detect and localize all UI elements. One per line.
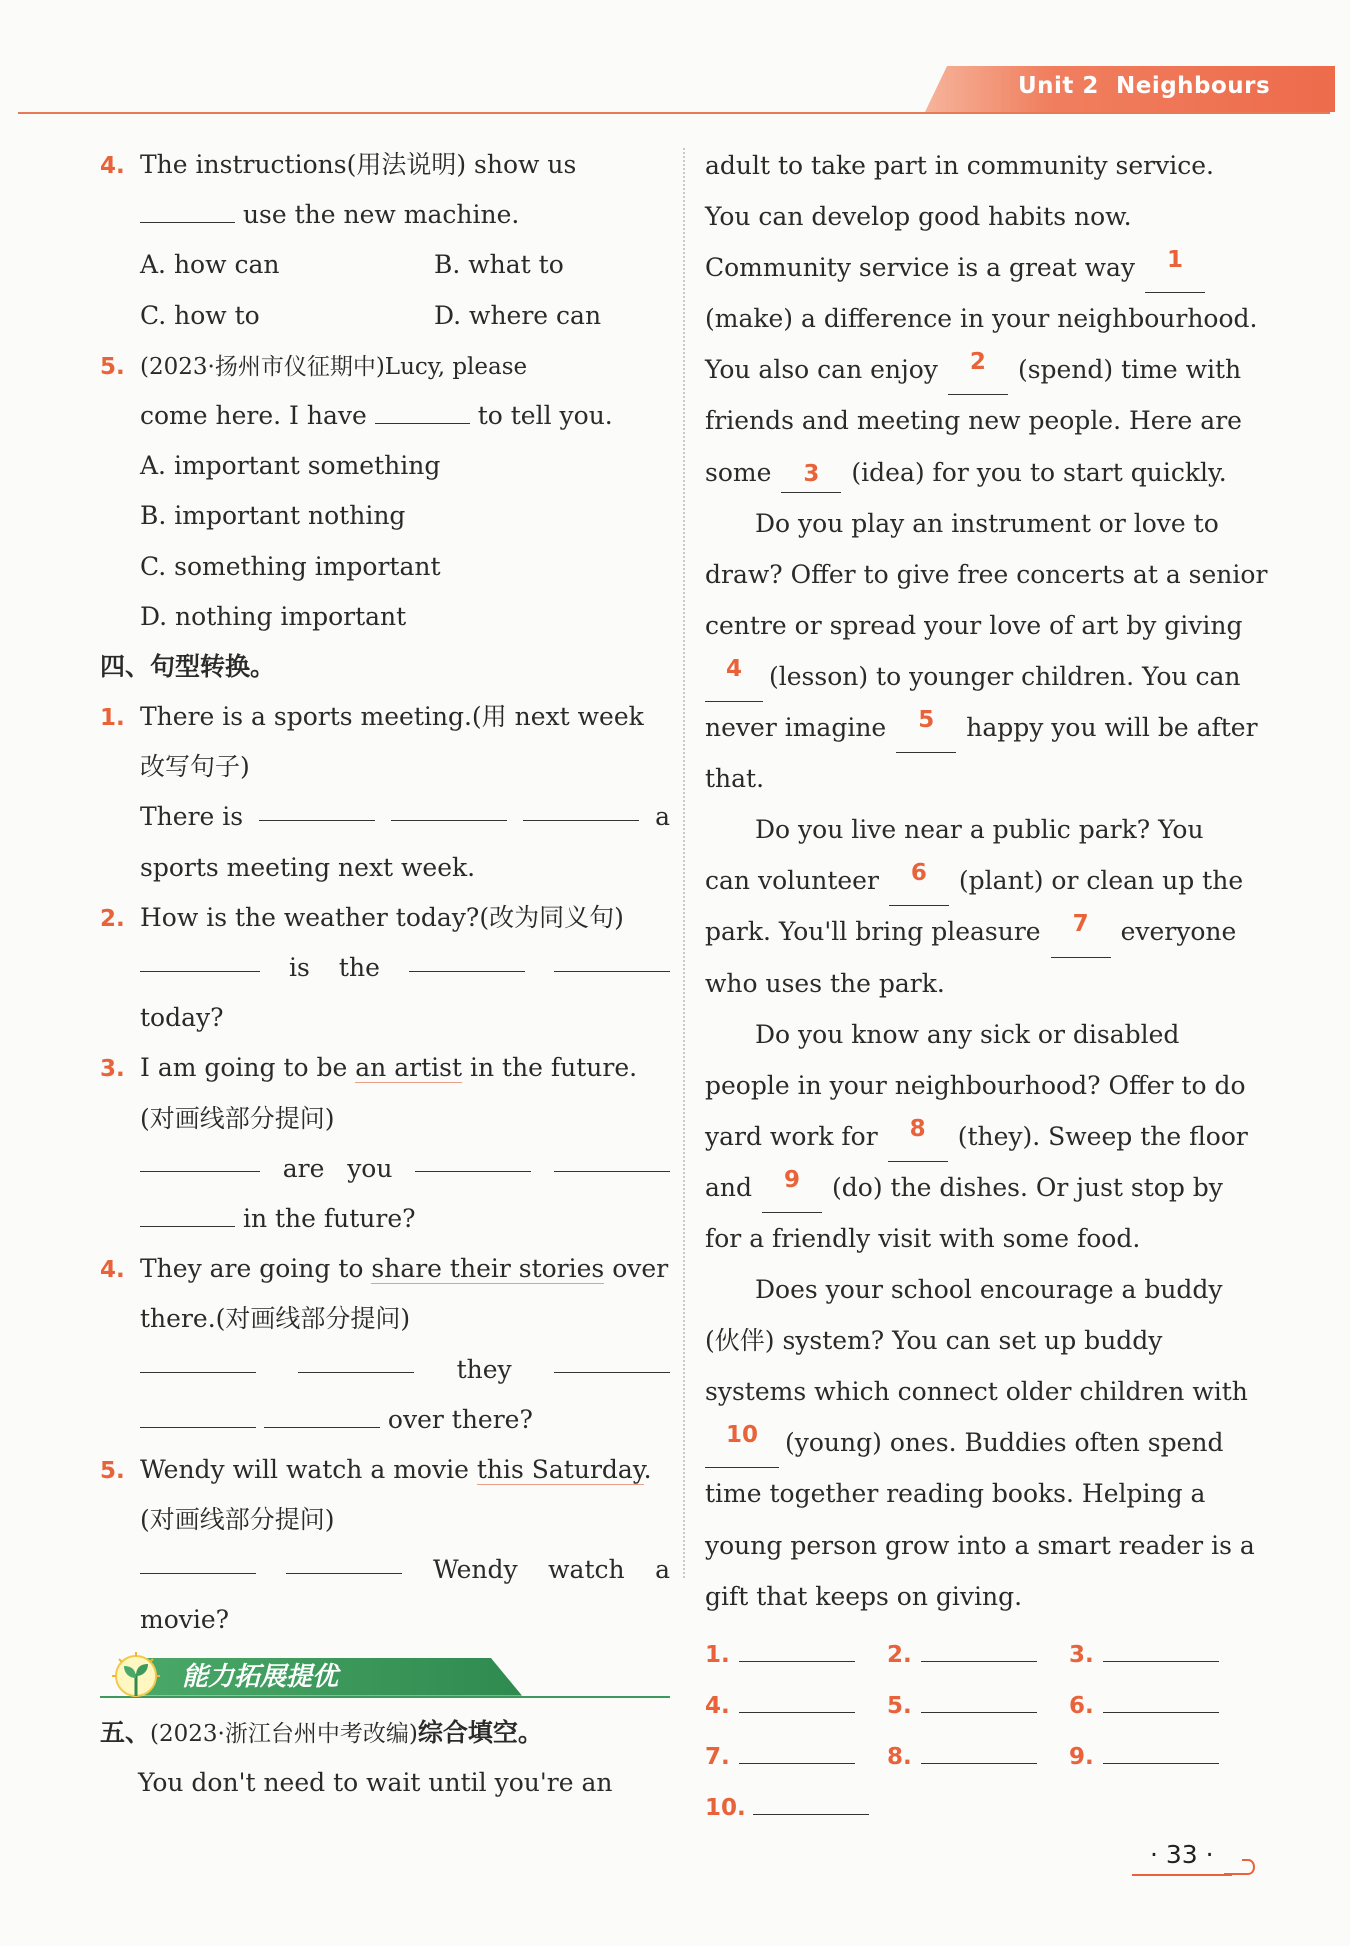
answer-number: 2. <box>887 1641 912 1668</box>
passage-line <box>705 702 1273 753</box>
answer-blank[interactable] <box>140 1198 235 1227</box>
passage-line <box>705 855 1273 906</box>
q5-line2 <box>100 391 670 441</box>
t5-pre: Wendy will watch a movie <box>140 1454 469 1484</box>
t5-word: watch <box>548 1555 625 1585</box>
passage-line: for a friendly visit with some food. <box>705 1223 1141 1253</box>
t1-answer-line2: sports meeting next week. <box>140 852 476 882</box>
t5-post: . <box>643 1454 652 1484</box>
passage-text: You also can enjoy <box>705 355 938 385</box>
passage-line: Do you live near a public park? You <box>755 815 1204 845</box>
header-rule <box>18 112 1330 114</box>
section-5-title <box>100 1708 670 1758</box>
answer-cell <box>887 1730 1069 1781</box>
t5-word: Wendy <box>432 1555 518 1585</box>
passage-line: (伙伴) system? You can set up buddy <box>705 1326 1163 1356</box>
answer-blank[interactable] <box>739 1735 855 1764</box>
answer-cell <box>705 1679 887 1730</box>
answer-cell <box>887 1679 1069 1730</box>
answer-blank-9[interactable]: 9 <box>762 1162 822 1213</box>
passage-line: friends and meeting new people. Here are <box>705 406 1242 436</box>
answer-blank[interactable] <box>523 792 639 821</box>
passage-line <box>705 1162 1273 1213</box>
t1-note: 改写句子) <box>140 752 250 782</box>
banner-title: 能力拓展提优 <box>182 1661 339 1692</box>
question-number: 3. <box>100 1056 125 1083</box>
passage-line <box>705 242 1273 293</box>
t4-answer-line2 <box>100 1395 670 1445</box>
answer-blank[interactable] <box>1103 1735 1219 1764</box>
option-b[interactable]: B. important nothing <box>140 501 406 531</box>
t3-answer-line <box>100 1144 670 1194</box>
sprout-icon <box>112 1652 160 1702</box>
section-5-source: (2023·浙江台州中考改编) <box>150 1720 418 1747</box>
q5-line2-b: to tell you. <box>477 400 613 430</box>
passage-line: You don't need to wait until you're an <box>138 1767 613 1797</box>
question-number: 4. <box>100 153 125 179</box>
answer-blank-10[interactable]: 10 <box>705 1417 779 1468</box>
column-divider <box>683 148 685 1578</box>
t4-post: over <box>612 1254 669 1284</box>
answer-blank[interactable] <box>140 1399 256 1428</box>
passage-line <box>705 447 1273 498</box>
answer-grid-row <box>705 1730 1273 1781</box>
answer-number: 6. <box>1069 1692 1094 1719</box>
passage-line: Do you know any sick or disabled <box>755 1019 1180 1049</box>
answer-cell <box>1069 1628 1251 1679</box>
passage-text: (they). Sweep the floor <box>957 1121 1248 1151</box>
answer-blank[interactable] <box>298 1345 414 1374</box>
question-number: 1. <box>100 705 125 732</box>
answer-blank[interactable] <box>753 1786 869 1815</box>
option-c[interactable]: C. something important <box>140 551 441 581</box>
t1-stem-text: There is a sports meeting.(用 next week <box>140 702 644 732</box>
answer-blank-1[interactable]: 1 <box>1145 242 1205 293</box>
passage-line: You can develop good habits now. <box>705 202 1132 232</box>
t4-word: they <box>456 1354 512 1384</box>
option-a[interactable]: A. how can <box>140 250 280 280</box>
answer-number: 9. <box>1069 1743 1094 1770</box>
page-number: · 33 · <box>1150 1840 1214 1869</box>
t4-stem <box>100 1244 670 1294</box>
answer-number: 1. <box>705 1641 730 1668</box>
q4-line2 <box>100 190 670 240</box>
question-number: 4. <box>100 1257 125 1284</box>
passage-line <box>705 1111 1273 1162</box>
passage-line: Does your school encourage a buddy <box>755 1275 1223 1305</box>
t5-word: a <box>655 1555 670 1585</box>
passage-text: never imagine <box>705 713 887 743</box>
passage-text: (lesson) to younger children. You can <box>769 661 1241 691</box>
question-number: 5. <box>100 353 125 380</box>
t4-tail: over there? <box>387 1404 533 1434</box>
t3-word: are <box>282 1153 325 1183</box>
question-number: 5. <box>100 1457 125 1484</box>
answer-blank[interactable] <box>375 395 470 424</box>
answer-blank[interactable] <box>554 943 670 972</box>
q4-stem-text: The instructions(用法说明) show us <box>140 150 577 179</box>
t3-tail: in the future? <box>242 1203 416 1233</box>
t3-word: you <box>347 1153 393 1183</box>
passage-text: (young) ones. Buddies often spend <box>785 1428 1224 1458</box>
passage-line <box>705 344 1273 395</box>
passage-line <box>705 906 1273 957</box>
answer-number: 7. <box>705 1743 730 1770</box>
t2-answer-line <box>100 943 670 993</box>
t4-pre: They are going to <box>140 1254 364 1284</box>
passage-text: can volunteer <box>705 866 879 896</box>
answer-blank[interactable] <box>921 1735 1037 1764</box>
passage-line: adult to take part in community service. <box>705 151 1214 180</box>
answer-blank-7[interactable]: 7 <box>1051 906 1111 957</box>
t2-answer-line2: today? <box>140 1003 224 1033</box>
t1-stem <box>100 692 670 742</box>
answer-blank[interactable] <box>921 1684 1037 1713</box>
t4-answer-line <box>100 1345 670 1395</box>
answer-blank[interactable] <box>921 1633 1037 1662</box>
answer-blank[interactable] <box>140 1144 260 1173</box>
t2-stem-text: How is the weather today?(改为同义句) <box>140 902 624 932</box>
t5-stem <box>100 1445 670 1495</box>
banner-rule <box>100 1696 670 1698</box>
answer-number: 3. <box>1069 1641 1094 1668</box>
page-curl-icon <box>1222 1852 1258 1876</box>
t2-stem <box>100 893 670 943</box>
answer-blank[interactable] <box>415 1144 531 1173</box>
passage-text: (idea) for you to start quickly. <box>851 457 1227 487</box>
q4-stem <box>100 140 670 190</box>
passage-text: Community service is a great way <box>705 253 1136 283</box>
option-d[interactable]: D. nothing important <box>140 601 407 631</box>
option-d[interactable]: D. where can <box>434 300 602 330</box>
t1-a: a <box>655 802 670 832</box>
passage-line <box>705 651 1273 702</box>
left-column <box>100 140 670 1808</box>
question-number: 2. <box>100 905 125 932</box>
answer-grid-row <box>705 1628 1273 1679</box>
t3-note: (对画线部分提问) <box>140 1103 335 1133</box>
passage-line <box>705 1417 1273 1468</box>
passage-text: happy you will be after <box>966 713 1258 743</box>
answer-cell <box>705 1781 887 1832</box>
answer-blank[interactable] <box>554 1144 670 1173</box>
unit-title <box>1018 73 1270 99</box>
answer-number: 8. <box>887 1743 912 1770</box>
passage-text: (do) the dishes. Or just stop by <box>832 1172 1223 1202</box>
answer-blank[interactable] <box>140 1545 256 1574</box>
t3-stem <box>100 1043 670 1093</box>
passage-line: Do you play an instrument or love to <box>755 508 1219 538</box>
answer-blank[interactable] <box>391 792 507 821</box>
passage-line: (make) a difference in your neighbourhood. <box>705 304 1258 334</box>
t3-pre: I am going to be <box>140 1053 348 1083</box>
answer-number: 4. <box>705 1692 730 1719</box>
q4-options-row2 <box>100 291 670 341</box>
answer-blank-6[interactable]: 6 <box>889 855 949 906</box>
passage-line: draw? Offer to give free concerts at a senior <box>705 559 1268 589</box>
t2-word: the <box>338 953 380 982</box>
passage-line: who uses the park. <box>705 968 945 998</box>
t3-post: in the future. <box>469 1053 638 1083</box>
passage-text: yard work for <box>705 1121 878 1151</box>
answer-number: 5. <box>887 1692 912 1719</box>
answer-cell <box>705 1628 887 1679</box>
unit-label: Unit 2 <box>1018 73 1099 99</box>
answer-number: 10. <box>705 1794 746 1821</box>
answer-cell <box>887 1628 1069 1679</box>
passage-line: people in your neighbourhood? Offer to do <box>705 1070 1246 1100</box>
answer-blank[interactable] <box>739 1633 855 1662</box>
t1-answer-line <box>100 792 670 842</box>
answer-blank[interactable] <box>554 1345 670 1374</box>
answer-blank[interactable] <box>286 1545 402 1574</box>
answer-blank-2[interactable]: 2 <box>948 344 1008 395</box>
option-a[interactable]: A. important something <box>140 451 441 481</box>
passage-line: young person grow into a smart reader is a <box>705 1530 1255 1560</box>
section-5-label: 综合填空。 <box>417 1717 543 1747</box>
passage-text: (spend) time with <box>1017 355 1242 385</box>
option-c[interactable]: C. how to <box>140 300 260 330</box>
t3-answer-line2 <box>100 1194 670 1244</box>
passage-text: everyone <box>1120 917 1237 947</box>
passage-line: time together reading books. Helping a <box>705 1479 1206 1509</box>
underlined-phrase: this Saturday <box>476 1454 644 1484</box>
answer-blank[interactable] <box>140 195 235 224</box>
answer-blank-5[interactable]: 5 <box>896 702 956 753</box>
unit-name: Neighbours <box>1115 73 1271 99</box>
passage-line: that. <box>705 764 765 794</box>
q5-stem-text: (2023·扬州市仪征期中)Lucy, please <box>140 353 528 380</box>
answer-blank[interactable] <box>1103 1633 1219 1662</box>
answer-grid-row <box>705 1781 1273 1832</box>
t2-word: is <box>289 953 310 982</box>
answer-grid <box>705 1628 1273 1832</box>
t5-note: (对画线部分提问) <box>140 1505 335 1535</box>
page-number-rule <box>1132 1874 1232 1876</box>
passage-text: park. You'll bring pleasure <box>705 917 1041 947</box>
t5-answer-line <box>100 1545 670 1595</box>
answer-blank-8[interactable]: 8 <box>888 1111 948 1162</box>
answer-cell <box>705 1730 887 1781</box>
answer-blank[interactable] <box>1103 1684 1219 1713</box>
option-b[interactable]: B. what to <box>434 250 564 280</box>
passage-text: some <box>705 457 772 487</box>
answer-blank[interactable] <box>140 1345 256 1374</box>
answer-blank-3[interactable]: 3 <box>781 456 841 493</box>
answer-blank[interactable] <box>739 1684 855 1713</box>
passage-line: systems which connect older children with <box>705 1377 1248 1407</box>
t1-lead: There is <box>140 802 244 832</box>
underlined-phrase: share their stories <box>371 1254 605 1284</box>
answer-blank[interactable] <box>264 1399 380 1428</box>
q4-line2-text: use the new machine. <box>242 200 520 230</box>
answer-blank[interactable] <box>259 792 375 821</box>
section-banner <box>100 1650 670 1708</box>
q4-options-row1 <box>100 240 670 290</box>
passage-text: (plant) or clean up the <box>958 866 1244 896</box>
section-5-num: 五、 <box>100 1717 151 1747</box>
answer-cell <box>1069 1679 1251 1730</box>
passage-text: and <box>705 1172 753 1202</box>
q5-line2-a: come here. I have <box>140 400 367 430</box>
answer-grid-row <box>705 1679 1273 1730</box>
passage-line: gift that keeps on giving. <box>705 1581 1023 1611</box>
section-4-title: 四、句型转换。 <box>100 651 276 681</box>
answer-blank[interactable] <box>140 943 260 972</box>
answer-cell <box>1069 1730 1251 1781</box>
underlined-phrase: an artist <box>355 1053 463 1083</box>
t4-line2: there.(对画线部分提问) <box>140 1304 411 1334</box>
right-column <box>705 140 1273 1832</box>
answer-blank-4[interactable]: 4 <box>705 651 763 702</box>
q5-stem <box>100 341 670 391</box>
passage-line: centre or spread your love of art by giving <box>705 610 1243 640</box>
answer-blank[interactable] <box>409 943 525 972</box>
t5-answer-line2: movie? <box>140 1605 230 1635</box>
